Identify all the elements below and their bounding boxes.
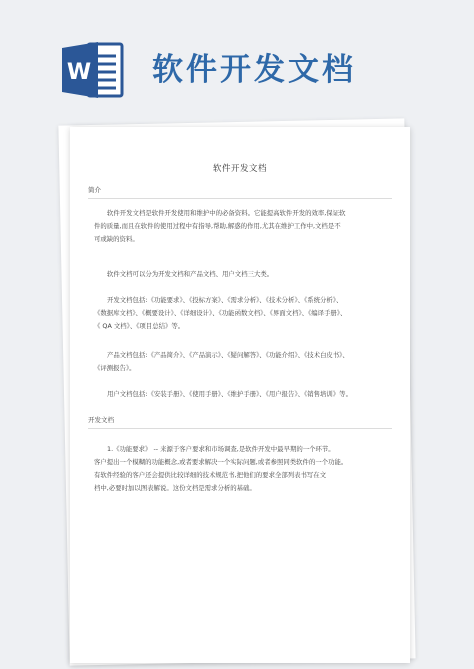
section-heading-text: 简介 <box>88 186 101 194</box>
section-heading-intro <box>88 180 392 199</box>
text-line: 用户文档包括:《安装手册》、《使用手册》、《维护手册》、《用户报告》、《销售培训》等。 <box>107 390 352 398</box>
text-line: 产品文档包括:《产品简介》、《产品演示》、《疑问解答》、《功能介绍》、《技术白皮书》、 <box>107 351 349 359</box>
page-header <box>0 0 474 118</box>
text-line: 开发文档包括:《功能要求》、《投标方案》、《需求分析》、《技术分析》、《系统分析》、 <box>107 296 343 304</box>
product-docs-paragraph <box>94 349 386 375</box>
intro-paragraph-1 <box>94 207 386 246</box>
dev-docs-paragraph <box>94 294 386 333</box>
word-doc-icon <box>62 40 124 100</box>
intro-paragraph-2 <box>94 268 386 281</box>
svg-text:W: W <box>66 60 92 85</box>
text-line: 客户提出一个模糊的功能概念,或者要求解决一个实际问题,或者参照同类软件的一个功能。 <box>94 458 348 466</box>
text-line: 可或缺的资料。 <box>94 235 139 243</box>
text-line: 档中,必要时加以图表解说。这份文档是需求分析的基础。 <box>94 484 256 492</box>
text-line: 1.《功能要求》 -- 来源于客户要求和市场调查,是软件开发中最早期的一个环节。 <box>107 445 335 453</box>
text-line: 软件开发文档是软件开发使用和维护中的必备资料。它能提高软件开发的效率,保证软 <box>107 209 346 217</box>
text-line: 《数据库文档》、《概要设计》、《详细设计》、《功能函数文档》、《界面文档》、《编译手册》、 <box>94 309 347 317</box>
document-title: 软件开发文档 <box>212 164 267 174</box>
text-line: 件的质量,而且在软件的使用过程中有指导,帮助,解惑的作用,尤其在维护工作中,文档是不 <box>94 222 341 230</box>
dev-paragraph-1 <box>94 443 386 495</box>
text-line: 《 QA 文档》、《项目总结》等。 <box>94 322 185 330</box>
section-heading-text: 开发文档 <box>88 416 114 424</box>
document-page <box>70 127 410 663</box>
user-docs-paragraph <box>94 388 386 401</box>
header-title: 软件开发文档 <box>152 52 356 88</box>
section-heading-dev <box>88 410 392 429</box>
text-line: 有软件经验的客户还会提供比较详细的技术规范书,把他们的要求全部列表书写在文 <box>94 471 327 479</box>
text-line: 软件文档可以分为开发文档和产品文档、用户文档三大类。 <box>107 270 274 278</box>
text-line: 《评测报告》。 <box>94 364 136 372</box>
